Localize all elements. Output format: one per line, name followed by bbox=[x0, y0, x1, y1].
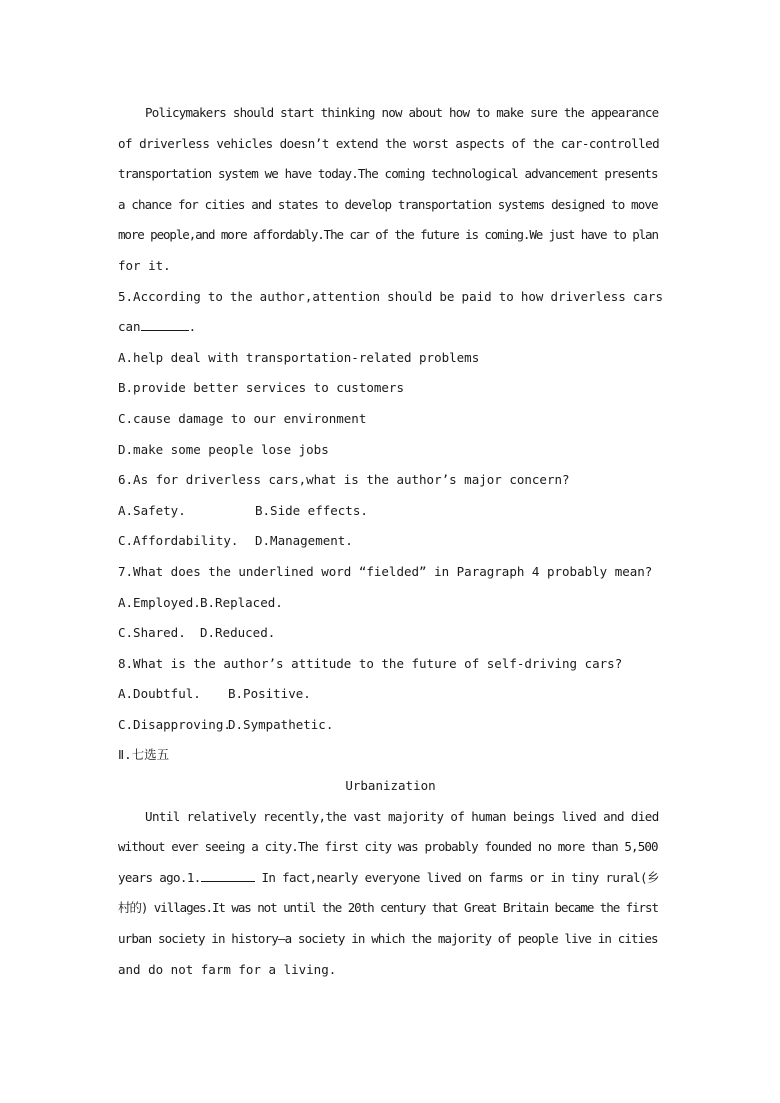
passage-line: for it. bbox=[118, 257, 171, 273]
passage-line: more people,and more affordably.The car of the future is coming.We just have to plan bbox=[118, 227, 658, 243]
question-6-option-b: B.Side effects. bbox=[255, 502, 368, 518]
question-8-stem: 8.What is the author’s attitude to the future of self-driving cars? bbox=[118, 655, 623, 671]
question-7-option-a: A.Employed. bbox=[118, 594, 201, 610]
question-5-option-c: C.cause damage to our environment bbox=[118, 410, 367, 426]
section-paragraph-line: years ago.1. In fact,nearly everyone lived on farms or in tiny rural(乡 bbox=[118, 863, 663, 894]
passage-line: of driverless vehicles doesn’t extend the worst aspects of the car-controlled bbox=[118, 135, 660, 151]
question-6-option-d: D.Management. bbox=[255, 533, 353, 549]
passage-line: a chance for cities and states to develop transportation systems designed to move bbox=[118, 196, 658, 212]
question-5-stem: 5.According to the author,attention should be paid to how driverless cars bbox=[118, 288, 663, 304]
question-7-options-row1 bbox=[118, 588, 663, 619]
question-5-option-d: D.make some people lose jobs bbox=[118, 441, 329, 457]
question-7-stem: 7.What does the underlined word “fielded” in Paragraph 4 probably mean? bbox=[118, 563, 653, 579]
question-8-option-a: A.Doubtful. bbox=[118, 686, 201, 702]
question-5-option-a: A.help deal with transportation-related problems bbox=[118, 349, 480, 365]
question-7-option-c: C.Shared. bbox=[118, 625, 186, 641]
question-8-option-d: D.Sympathetic. bbox=[228, 716, 334, 732]
question-6-option-c: C.Affordability. bbox=[118, 533, 239, 549]
question-7-options-row2 bbox=[118, 618, 663, 649]
answer-blank bbox=[141, 316, 189, 331]
question-6-options-row1 bbox=[118, 496, 663, 527]
answer-blank bbox=[201, 867, 255, 882]
question-8-options-row1 bbox=[118, 679, 663, 710]
passage-line: Policymakers should start thinking now about how to make sure the appearance bbox=[145, 105, 659, 120]
question-8-options-row2 bbox=[118, 710, 663, 741]
section-paragraph-line: without ever seeing a city.The first city was probably founded no more than 5,500 bbox=[118, 839, 658, 855]
document-page bbox=[118, 98, 663, 985]
section-paragraph-line: urban society in history—a society in which the majority of people live in cities bbox=[118, 931, 658, 947]
question-6-stem: 6.As for driverless cars,what is the author’s major concern? bbox=[118, 472, 570, 488]
section-paragraph-line: and do not farm for a living. bbox=[118, 961, 337, 977]
question-6-options-row2 bbox=[118, 526, 663, 557]
question-5-option-b: B.provide better services to customers bbox=[118, 380, 404, 396]
question-5-stem-cont: can . bbox=[118, 312, 663, 343]
question-6-option-a: A.Safety. bbox=[118, 502, 186, 518]
section-paragraph-line: Until relatively recently,the vast majority of human beings lived and died bbox=[145, 808, 659, 824]
question-8-option-c: C.Disapproving. bbox=[118, 716, 231, 732]
section-heading: Ⅱ.七选五 bbox=[118, 747, 170, 763]
question-7-option-b: B.Replaced. bbox=[200, 594, 283, 610]
question-7-option-d: D.Reduced. bbox=[200, 625, 276, 641]
section-title: Urbanization bbox=[345, 778, 436, 794]
question-8-option-b: B.Positive. bbox=[228, 686, 311, 702]
passage-line: transportation system we have today.The coming technological advancement presents bbox=[118, 166, 658, 182]
section-paragraph-line: 村的) villages.It was not until the 20th century that Great Britain became the first bbox=[118, 900, 658, 916]
